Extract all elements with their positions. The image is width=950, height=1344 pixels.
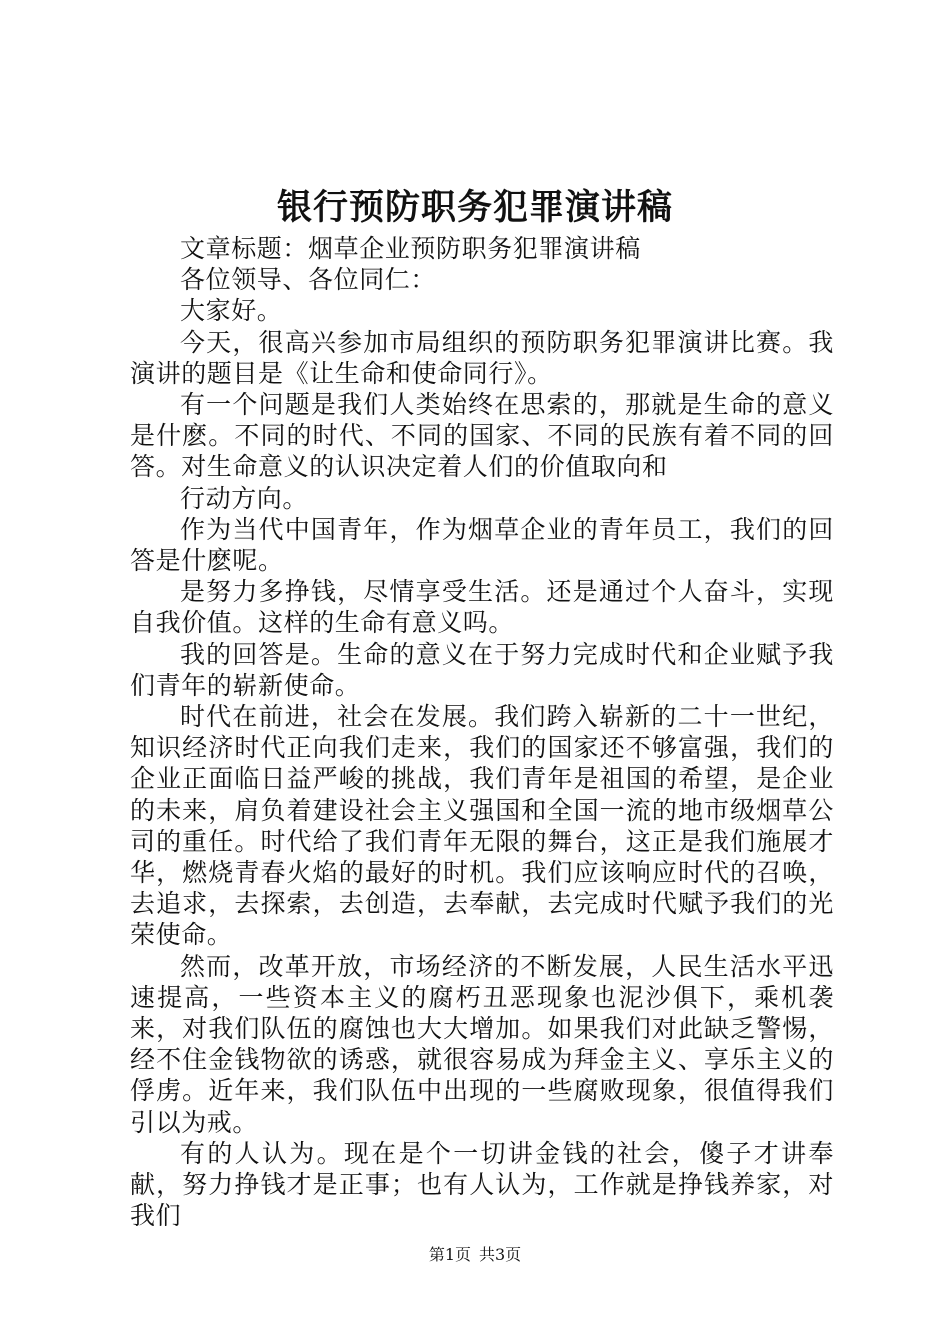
paragraph: 时代在前进，社会在发展。我们跨入崭新的二十一世纪，知识经济时代正向我们走来，我们的国家还不够富强，我们的企业正面临日益严峻的挑战，我们青年是祖国的希望，是企业的未来，肩负着建设社会主义强国和全国一流的地市级烟草公司的重任。时代给了我们青年无限的舞台，这正是我们施展才华，燃烧青春火焰的最好的时机。我们应该响应时代的召唤，去追求，去探索，去创造，去奉献，去完成时代赋予我们的光荣使命。 xyxy=(130,702,834,950)
paragraph: 我的回答是。生命的意义在于努力完成时代和企业赋予我们青年的崭新使命。 xyxy=(130,639,834,700)
page-number: 第1页 xyxy=(428,1245,471,1264)
paragraph: 作为当代中国青年，作为烟草企业的青年员工，我们的回答是什麽呢。 xyxy=(130,514,834,576)
document-body xyxy=(130,233,834,1232)
paragraph: 有一个问题是我们人类始终在思索的，那就是生命的意义是什麽。不同的时代、不同的国家、不同的民族有着不同的回答。对生命意义的认识决定着人们的价值取向和 xyxy=(130,390,834,482)
paragraph-article-title: 文章标题：烟草企业预防职务犯罪演讲稿 xyxy=(180,234,641,263)
paragraph: 今天，很高兴参加市局组织的预防职务犯罪演讲比赛。我演讲的题目是《让生命和使命同行》。 xyxy=(130,327,834,388)
document-title: 银行预防职务犯罪演讲稿 xyxy=(276,187,673,228)
paragraph: 有的人认为。现在是个一切讲金钱的社会，傻子才讲奉献，努力挣钱才是正事；也有人认为，工作就是挣钱养家，对我们 xyxy=(130,1138,834,1231)
paragraph: 是努力多挣钱，尽情享受生活。还是通过个人奋斗，实现自我价值。这样的生命有意义吗。 xyxy=(130,577,834,638)
paragraph: 行动方向。 xyxy=(180,483,309,513)
paragraph-salutation: 各位领导、各位同仁： xyxy=(180,265,437,295)
page-total: 共3页 xyxy=(479,1245,522,1264)
paragraph-greeting: 大家好。 xyxy=(180,296,283,326)
paragraph: 然而，改革开放，市场经济的不断发展，人民生活水平迅速提高，一些资本主义的腐朽丑恶现象也泥沙俱下，乘机袭来，对我们队伍的腐蚀也大大增加。如果我们对此缺乏警惕，经不住金钱物欲的诱惑，就很容易成为拜金主义、享乐主义的俘虏。近年来，我们队伍中出现的一些腐败现象，很值得我们引以为戒。 xyxy=(130,951,834,1137)
page-footer xyxy=(0,1244,950,1266)
